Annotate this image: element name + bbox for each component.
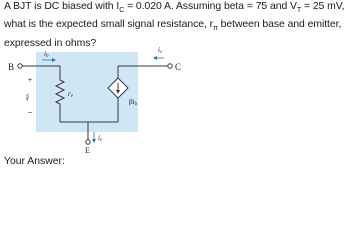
question-sub-pi: π — [213, 25, 218, 33]
base-terminal — [18, 64, 22, 68]
question-part-2: = 0.020 A. Assuming beta = 75 and V — [124, 1, 297, 12]
question-part-1: A BJT is DC biased with I — [4, 1, 120, 12]
re-label: re — [68, 90, 73, 99]
emitter-terminal — [86, 140, 90, 144]
base-label: B — [8, 62, 15, 72]
emitter-label: E — [85, 146, 90, 155]
source-label: βib — [129, 98, 138, 107]
vbe-plus: + — [28, 77, 33, 84]
question-part-4: between base and emitter, expressed in ohms? — [4, 19, 342, 49]
question-sub-t: T — [296, 7, 302, 15]
ie-label: ie — [98, 134, 103, 143]
ic-arrow-head — [153, 56, 157, 60]
ie-arrow-head — [92, 139, 96, 143]
collector-terminal — [168, 64, 172, 68]
bjt-small-signal-circuit — [0, 44, 350, 156]
ic-label: ic — [158, 46, 163, 55]
collector-label: C — [175, 62, 182, 72]
question-part-3: = 25 mV, what is the expected small signal resistance, r — [4, 1, 345, 31]
question-sub-c: C — [119, 7, 125, 15]
ib-label: ib — [44, 50, 49, 59]
vbe-label: vbe — [24, 94, 30, 101]
answer-label: Your Answer: — [4, 156, 65, 167]
vbe-minus: – — [28, 109, 32, 116]
